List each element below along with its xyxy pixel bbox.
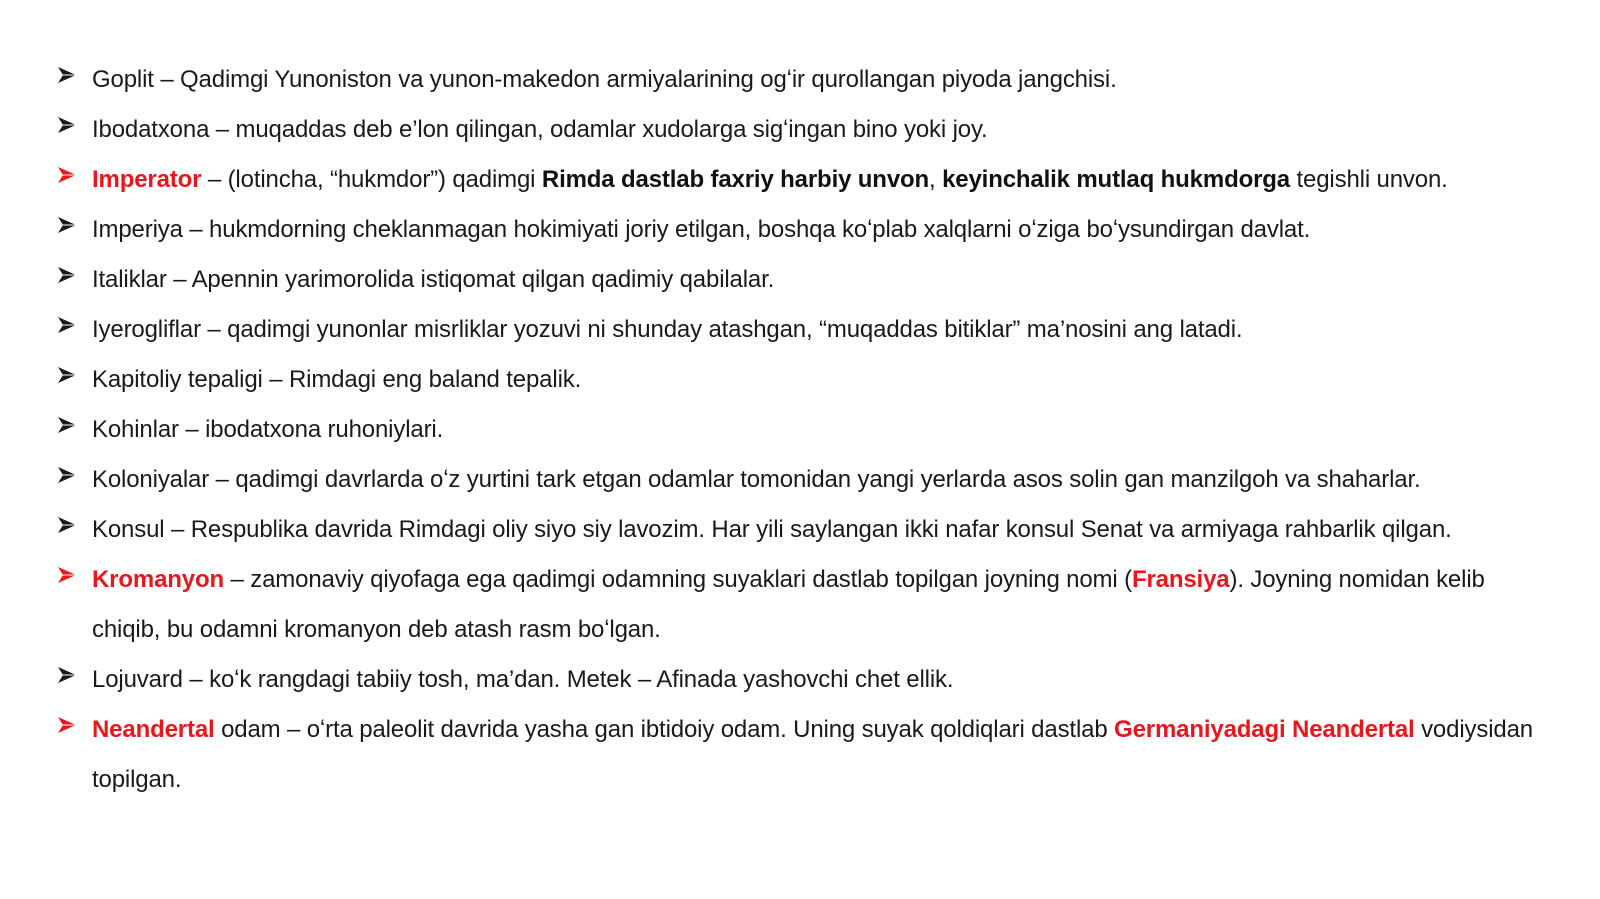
- arrowhead-bullet-icon: [56, 55, 78, 105]
- list-item: [56, 55, 1556, 105]
- list-item: [56, 105, 1556, 155]
- text-segment: Lojuvard – koʻk rangdagi tabiiy tosh, ma’dan. Metek – Afinada yashovchi chet ellik.: [92, 666, 954, 693]
- list-item-text: [92, 716, 1533, 793]
- list-item: [56, 355, 1556, 405]
- list-item-text: [92, 416, 443, 443]
- list-item-text: [92, 316, 1242, 343]
- glossary-list: [56, 55, 1556, 805]
- list-item: [56, 505, 1556, 555]
- list-item-text: [92, 266, 774, 293]
- text-segment: Konsul – Respublika davrida Rimdagi oliy siyo siy lavozim. Har yili saylangan ikki nafar konsul Senat va armiyaga rahbarlik qilgan.: [92, 516, 1452, 543]
- list-item: [56, 205, 1556, 255]
- highlighted-term: Imperator: [92, 166, 202, 193]
- list-item: [56, 655, 1556, 705]
- list-item-text: [92, 566, 1485, 643]
- text-segment: tegishli unvon.: [1289, 166, 1448, 193]
- list-item: [56, 555, 1556, 655]
- highlighted-term: Fransiya: [1131, 566, 1230, 593]
- text-segment: odam – oʻrta paleolit davrida yasha gan ibtidoiy odam. Uning suyak qoldiqlari dastlab: [214, 716, 1115, 743]
- list-item-text: [92, 516, 1452, 543]
- bold-text: Rimda dastlab faxriy harbiy unvon: [541, 166, 930, 193]
- list-item: [56, 405, 1556, 455]
- text-segment: vodiysidan topilgan.: [92, 716, 1533, 793]
- list-item-text: [92, 366, 581, 393]
- highlighted-term: Neandertal: [92, 716, 215, 743]
- list-item: [56, 455, 1556, 505]
- text-segment: Kapitoliy tepaligi – Rimdagi eng baland tepalik.: [92, 366, 582, 393]
- list-item-text: [92, 216, 1310, 243]
- list-item-text: [92, 116, 988, 143]
- arrowhead-bullet-icon: [56, 305, 78, 355]
- arrowhead-bullet-icon: [56, 205, 78, 255]
- text-segment: Iyerogliflar – qadimgi yunonlar misrliklar yozuvi ni shunday atashgan, “muqaddas bitiklar” ma’nosini ang latadi.: [92, 316, 1243, 343]
- list-item: [56, 305, 1556, 355]
- text-segment: ). Joyning nomidan kelib chiqib, bu odamni kromanyon deb atash rasm boʻlgan.: [92, 566, 1485, 643]
- text-segment: – (lotincha, “hukmdor”) qadimgi: [201, 166, 542, 193]
- arrowhead-bullet-icon: [56, 705, 78, 755]
- list-item-text: [92, 66, 1117, 93]
- highlighted-term: Germaniyadagi Neandertal: [1114, 716, 1415, 743]
- text-segment: Imperiya – hukmdorning cheklanmagan hokimiyati joriy etilgan, boshqa koʻplab xalqlarni oʻziga boʻysundirgan davlat.: [92, 216, 1311, 243]
- text-segment: Kohinlar – ibodatxona ruhoniylari.: [92, 416, 444, 443]
- text-segment: Koloniyalar – qadimgi davrlarda oʻz yurtini tark etgan odamlar tomonidan yangi yerlarda asos solin gan manzilgoh va shaharlar.: [92, 466, 1421, 493]
- list-item: [56, 705, 1556, 805]
- arrowhead-bullet-icon: [56, 405, 78, 455]
- text-segment: Italiklar – Apennin yarimorolida istiqomat qilgan qadimiy qabilalar.: [92, 266, 775, 293]
- text-segment: – zamonaviy qiyofaga ega qadimgi odamning suyaklari dastlab topilgan joyning nomi (: [224, 566, 1132, 593]
- list-item: [56, 155, 1556, 205]
- text-segment: Goplit – Qadimgi Yunoniston va yunon-makedon armiyalarining ogʻir qurollangan piyoda jangchisi.: [92, 66, 1117, 93]
- arrowhead-bullet-icon: [56, 255, 78, 305]
- bold-text: keyinchalik mutlaq hukmdorga: [942, 166, 1290, 193]
- list-item-text: [92, 166, 1448, 193]
- arrowhead-bullet-icon: [56, 505, 78, 555]
- text-segment: Ibodatxona – muqaddas deb e’lon qilingan, odamlar xudolarga sigʻingan bino yoki joy.: [92, 116, 988, 143]
- arrowhead-bullet-icon: [56, 455, 78, 505]
- text-segment: ,: [929, 166, 943, 193]
- arrowhead-bullet-icon: [56, 155, 78, 205]
- arrowhead-bullet-icon: [56, 655, 78, 705]
- arrowhead-bullet-icon: [56, 355, 78, 405]
- arrowhead-bullet-icon: [56, 555, 78, 605]
- list-item: [56, 255, 1556, 305]
- arrowhead-bullet-icon: [56, 105, 78, 155]
- highlighted-term: Kromanyon: [92, 566, 224, 593]
- list-item-text: [92, 466, 1421, 493]
- list-item-text: [92, 666, 953, 693]
